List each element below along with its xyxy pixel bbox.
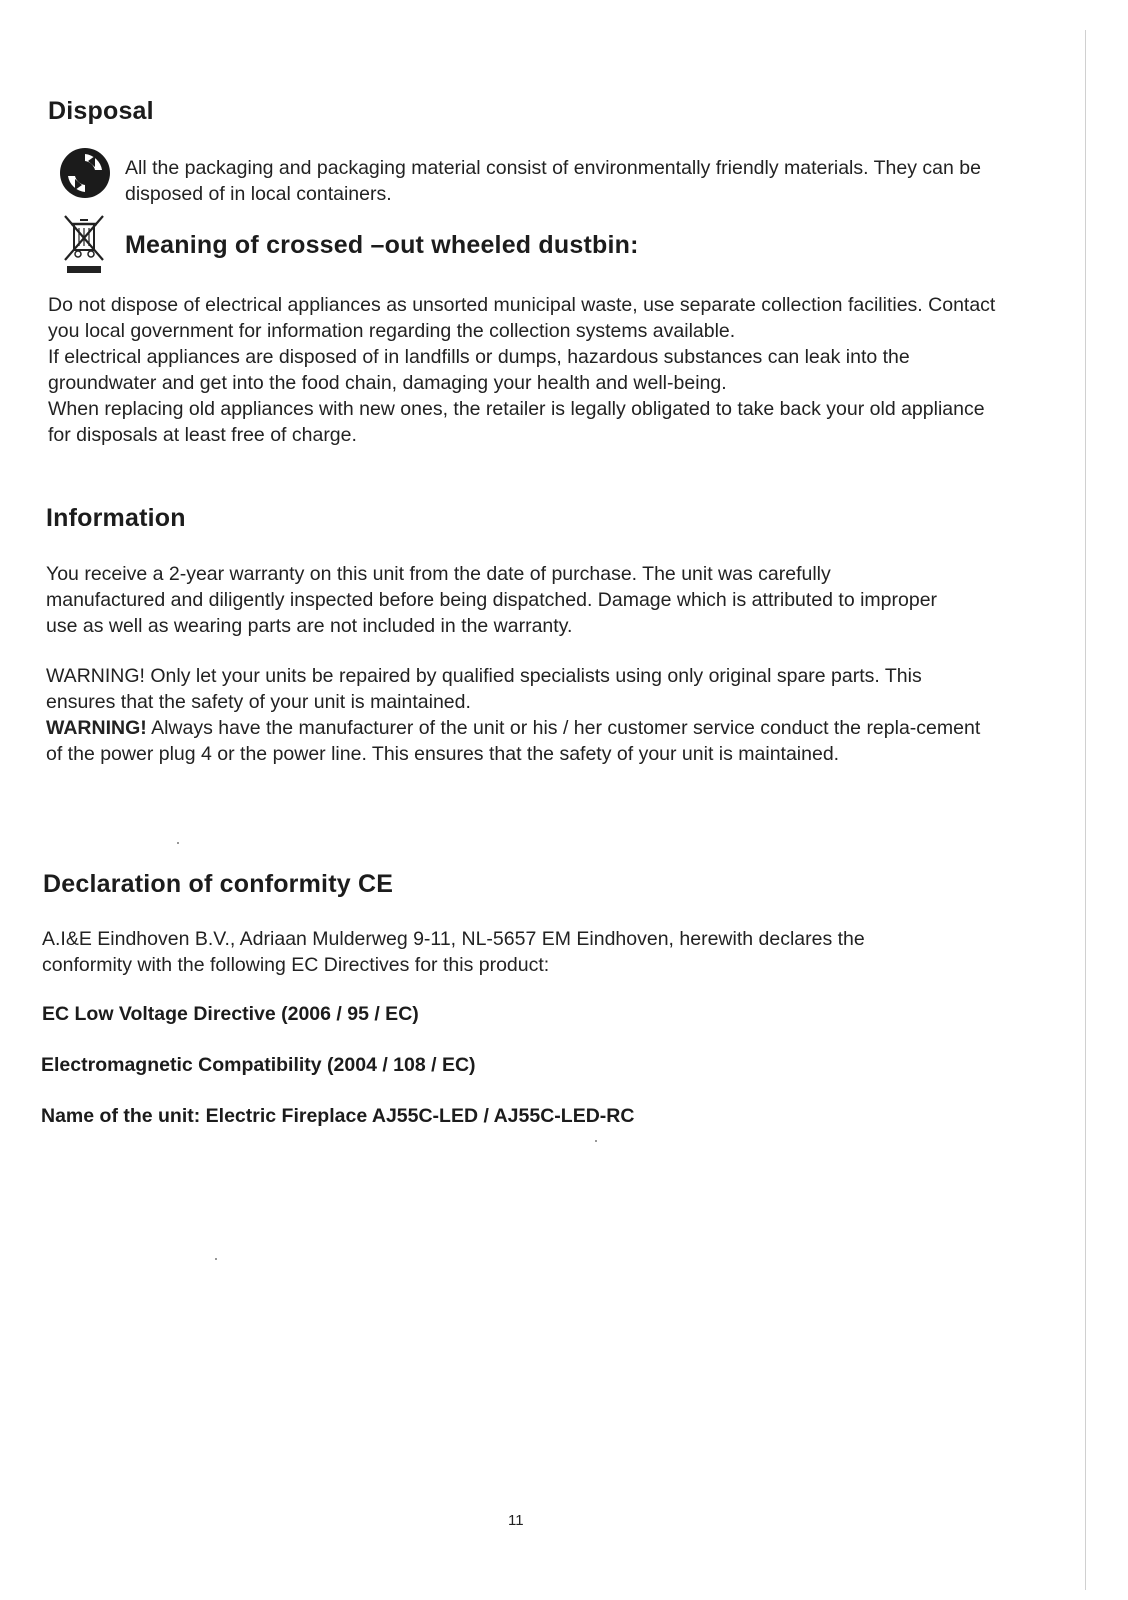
warning-block [46, 663, 986, 767]
declaration-text: A.I&E Eindhoven B.V., Adriaan Mulderweg 9-11, NL-5657 EM Eindhoven, herewith declares the conformity with the following EC Directives for this product: [42, 928, 865, 976]
disposal-body-paragraph: Do not dispose of electrical appliances as unsorted municipal waste, use separate collection facilities. Contact you local government for information regarding the collection systems available. [48, 294, 996, 342]
warranty-text: You receive a 2-year warranty on this unit from the date of purchase. The unit was carefully manufactured and diligently inspected before being dispatched. Damage which is attributed to improper use as well as wearing parts are not included in the warranty. [46, 563, 938, 637]
directive-emc: Electromagnetic Compatibility (2004 / 108 / EC) [41, 1054, 476, 1076]
scan-speck [177, 842, 179, 844]
crossed-out-wheeled-bin-icon [60, 214, 108, 281]
recycle-text: All the packaging and packaging material consist of environmentally friendly materials. They can be disposed of in local containers. [125, 157, 981, 205]
disposal-body-paragraph: If electrical appliances are disposed of in landfills or dumps, hazardous substances can leak into the groundwater and get into the food chain, damaging your health and well-being. [48, 346, 910, 394]
declaration-heading: Declaration of conformity CE [43, 870, 394, 898]
disposal-heading: Disposal [48, 97, 154, 125]
warning-2-label: WARNING! [46, 717, 147, 739]
disposal-body-paragraph: When replacing old appliances with new ones, the retailer is legally obligated to take back your old appliance for disposals at least free of charge. [48, 398, 985, 446]
page-number: 11 [508, 1512, 524, 1529]
warning-1-text: WARNING! Only let your units be repaired by qualified specialists using only original spare parts. This ensures that the safety of your unit is maintained. [46, 665, 922, 713]
warning-2-body: Always have the manufacturer of the unit or his / her customer service conduct the repla-cement of the power plug 4 or the power line. This ensures that the safety of your unit is maintained. [46, 717, 981, 765]
information-heading: Information [46, 504, 186, 532]
dustbin-heading: Meaning of crossed –out wheeled dustbin: [125, 231, 639, 259]
unit-name: Name of the unit: Electric Fireplace AJ55C-LED / AJ55C-LED-RC [41, 1105, 635, 1127]
scan-edge-line [1085, 30, 1086, 1590]
green-dot-recycle-icon [58, 146, 112, 205]
scan-speck [215, 1258, 217, 1260]
scan-speck [595, 1140, 597, 1142]
warning-2-text [46, 715, 986, 767]
directive-low-voltage: EC Low Voltage Directive (2006 / 95 / EC) [42, 1003, 419, 1025]
disposal-body [48, 292, 998, 448]
